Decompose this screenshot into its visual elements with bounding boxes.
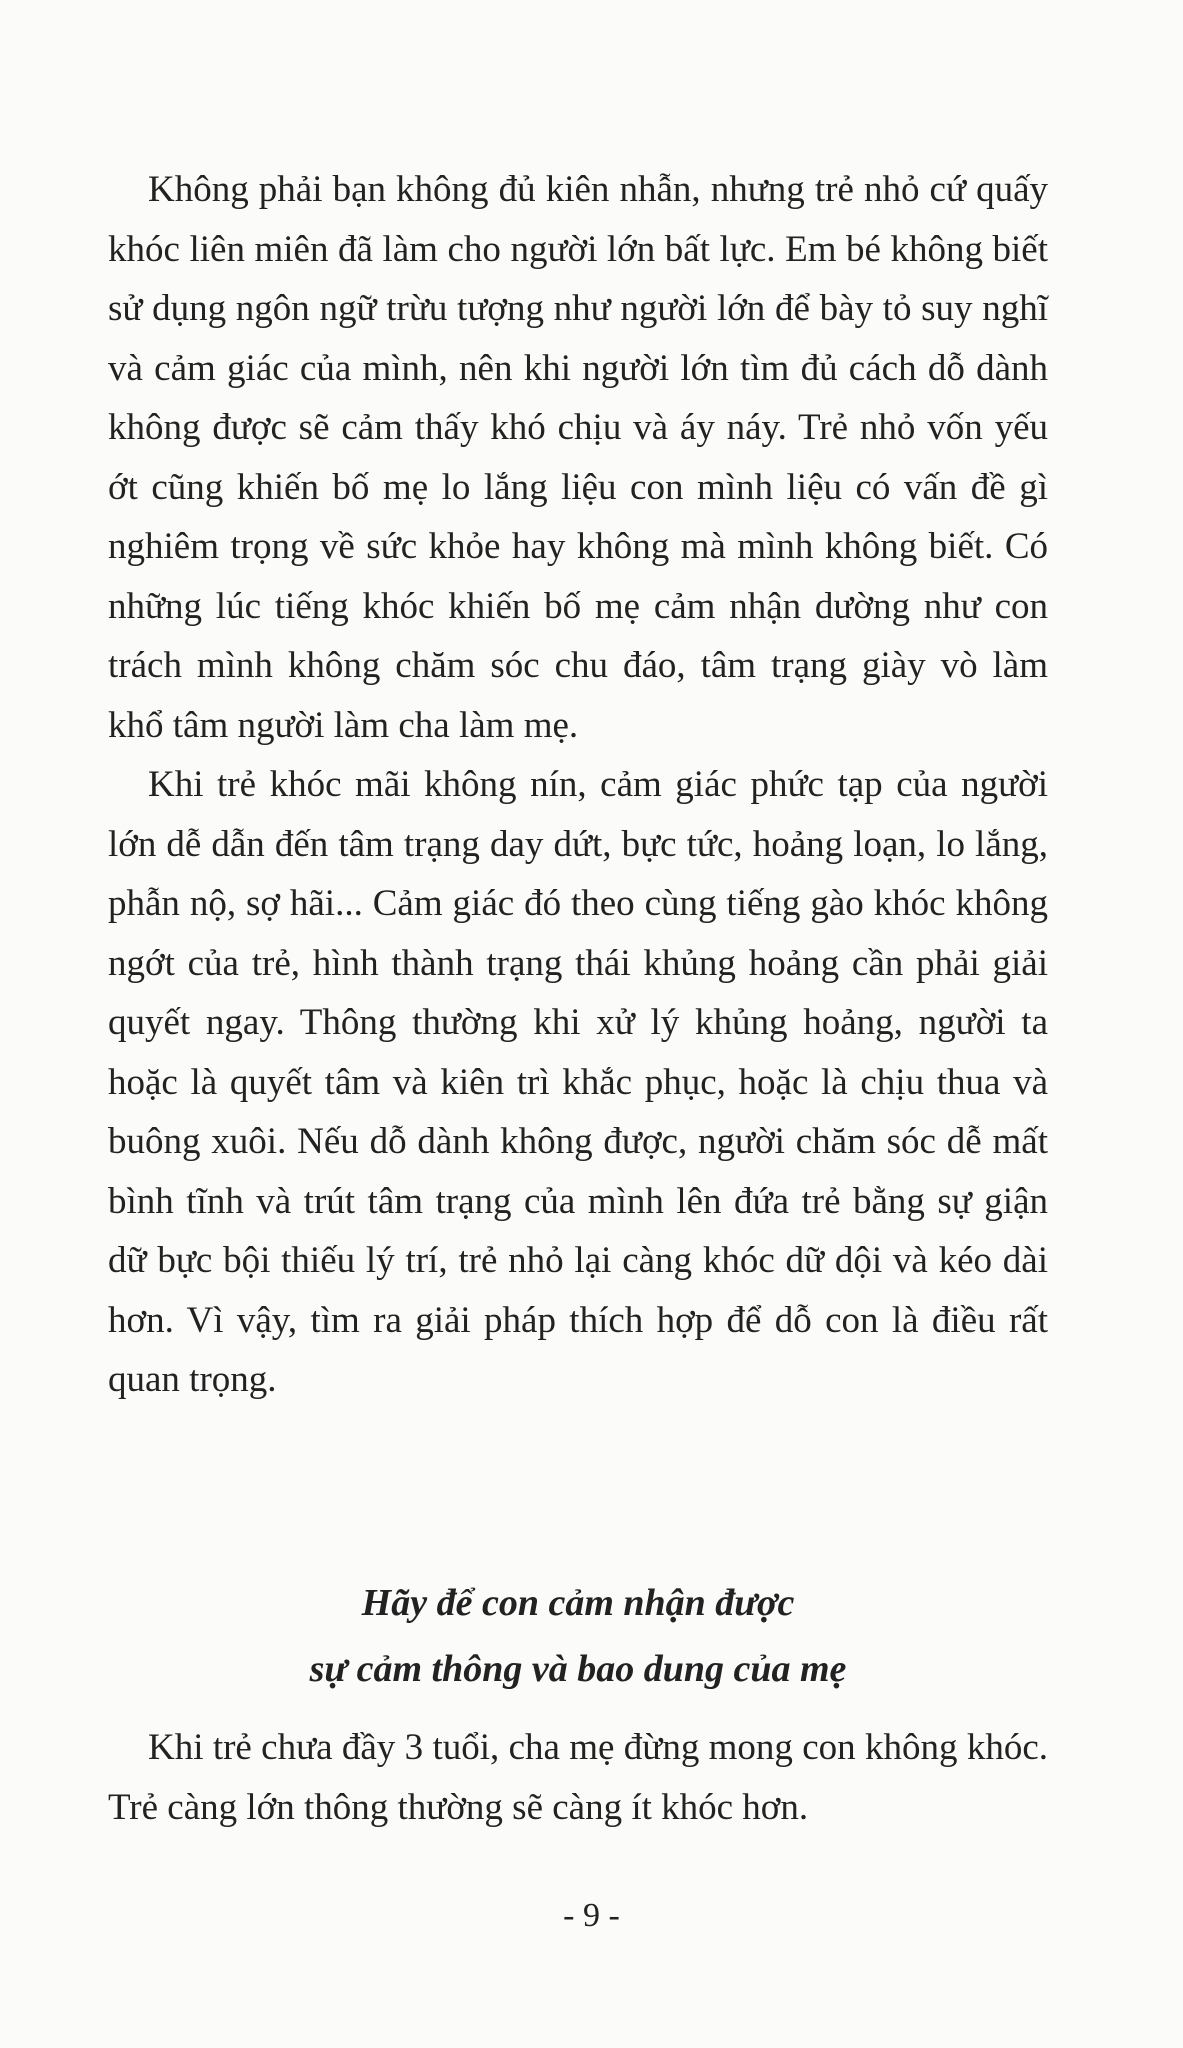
section-heading-line-1: Hãy để con cảm nhận được (361, 1582, 795, 1624)
paragraph-2: Khi trẻ khóc mãi không nín, cảm giác phức tạp của người lớn dễ dẫn đến tâm trạng day dứt, bực tức, hoảng loạn, lo lắng, phẫn nộ, sợ hãi... Cảm giác đó theo cùng tiếng gào khóc không ngớt của trẻ, hình thành trạng thái khủng hoảng cần phải giải quyết ngay. Thông thường khi xử lý khủng hoảng, người ta hoặc là quyết tâm và kiên trì khắc phục, hoặc là chịu thua và buông xuôi. Nếu dỗ dành không được, người chăm sóc dễ mất bình tĩnh và trút tâm trạng của mình lên đứa trẻ bằng sự giận dữ bực bội thiếu lý trí, trẻ nhỏ lại càng khóc dữ dội và kéo dài hơn. Vì vậy, tìm ra giải pháp thích hợp để dỗ con là điều rất quan trọng. (108, 764, 1048, 1400)
paragraph-1: Không phải bạn không đủ kiên nhẫn, nhưng trẻ nhỏ cứ quấy khóc liên miên đã làm cho người lớn bất lực. Em bé không biết sử dụng ngôn ngữ trừu tượng như người lớn để bày tỏ suy nghĩ và cảm giác của mình, nên khi người lớn tìm đủ cách dỗ dành không được sẽ cảm thấy khó chịu và áy náy. Trẻ nhỏ vốn yếu ớt cũng khiến bố mẹ lo lắng liệu con mình liệu có vấn đề gì nghiêm trọng về sức khỏe hay không mà mình không biết. Có những lúc tiếng khóc khiến bố mẹ cảm nhận dường như con trách mình không chăm sóc chu đáo, tâm trạng giày vò làm khổ tâm người làm cha làm mẹ. (108, 169, 1048, 746)
continuing-text (108, 1718, 1048, 1837)
page-number: - 9 - (563, 1897, 620, 1934)
section-heading (108, 1570, 1048, 1702)
body-text (108, 160, 1048, 1410)
section-heading-line-2: sự cảm thông và bao dung của mẹ (309, 1648, 847, 1690)
paragraph-3: Khi trẻ chưa đầy 3 tuổi, cha mẹ đừng mong con không khóc. Trẻ càng lớn thông thường sẽ càng ít khóc hơn. (108, 1727, 1048, 1828)
